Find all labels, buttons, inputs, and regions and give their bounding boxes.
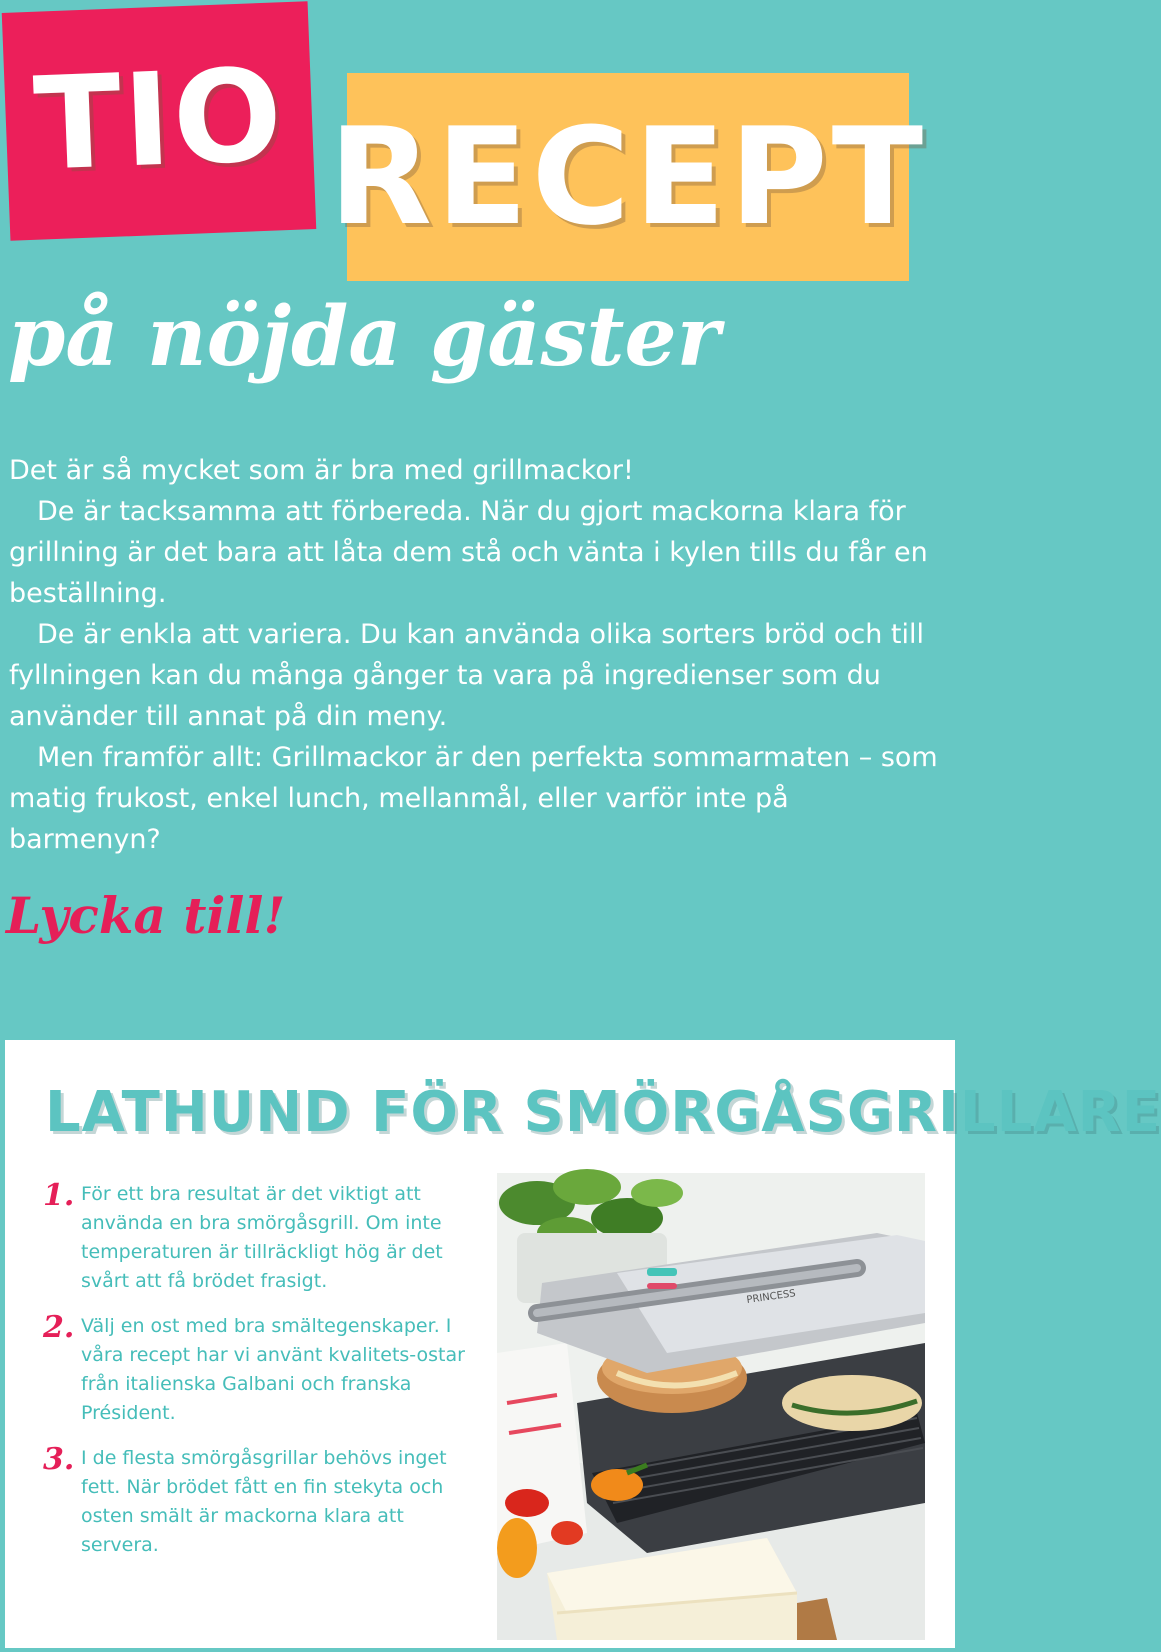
tip-item xyxy=(43,1180,483,1296)
tio-banner xyxy=(2,1,317,241)
tip-number: 3. xyxy=(43,1442,75,1477)
recept-text: RECEPT xyxy=(328,99,928,255)
grill-brand-label: PRINCESS xyxy=(745,1288,797,1306)
intro-paragraph: De är enkla att variera. Du kan använda olika sorters bröd och till fyllningen kan du många gånger ta vara på ingredienser som du använder till annat på din meny. xyxy=(9,619,924,732)
intro-text xyxy=(9,450,949,860)
guide-card xyxy=(5,1040,1161,1648)
tip-text: Välj en ost med bra smältegenskaper. I våra recept har vi använt kvalitets-ostar från italienska Galbani och franska Président. xyxy=(81,1315,465,1424)
recept-banner xyxy=(328,73,928,281)
intro-paragraph: De är tacksamma att förbereda. När du gjort mackorna klara för grillning är det bara att låta dem stå och vänta i kylen tills du får en beställning. xyxy=(9,496,928,609)
intro-paragraph: Det är så mycket som är bra med grillmackor! xyxy=(9,455,634,486)
guide-title: LATHUND FÖR SMÖRGÅSGRILLARE xyxy=(45,1080,1161,1145)
tip-number: 2. xyxy=(43,1310,75,1345)
page-subtitle: på nöjda gäster xyxy=(8,289,720,385)
tips-list xyxy=(43,1180,483,1576)
intro-paragraph: Men framför allt: Grillmackor är den perfekta sommarmaten – som matig frukost, enkel lunch, mellanmål, eller varför inte på barmenyn? xyxy=(9,742,938,855)
tip-text: I de flesta smörgåsgrillar behövs inget fett. När brödet fått en fin stekyta och osten smält är mackorna klara att servera. xyxy=(81,1447,447,1556)
grill-illustration xyxy=(497,1173,925,1640)
signoff-text: Lycka till! xyxy=(6,886,286,945)
tio-text: TIO xyxy=(31,41,287,200)
tip-number: 1. xyxy=(43,1178,75,1213)
tip-item xyxy=(43,1444,483,1560)
tip-item xyxy=(43,1312,483,1428)
sandwich-grill-photo xyxy=(497,1173,925,1640)
tip-text: För ett bra resultat är det viktigt att använda en bra smörgåsgrill. Om inte temperaturen är tillräckligt hög är det svårt att få brödet frasigt. xyxy=(81,1183,443,1292)
